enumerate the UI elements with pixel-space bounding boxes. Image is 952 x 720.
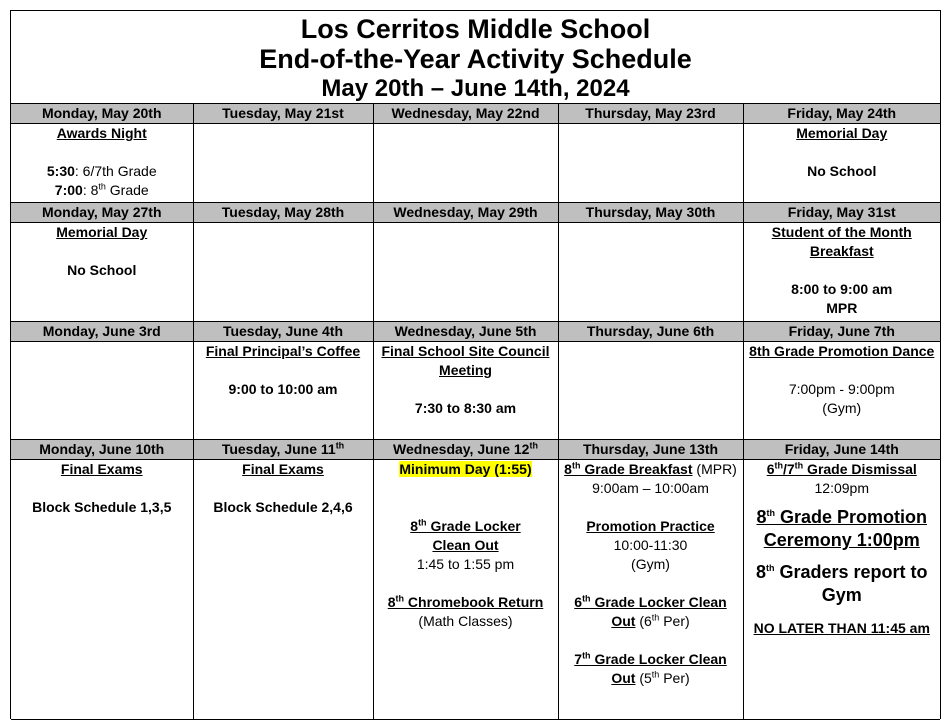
event-title: Out (6th Per)	[611, 612, 690, 629]
event-time: 8:00 to 9:00 am	[791, 281, 893, 297]
event-time: 12:09pm	[814, 480, 869, 496]
event-title: 8th Grade Promotion Dance	[749, 343, 935, 359]
week-header-row	[11, 203, 940, 223]
event-title: 8th Chromebook Return	[387, 593, 544, 610]
event-note: Block Schedule 2,4,6	[213, 499, 353, 515]
event-title: 8th Grade Breakfast (MPR)	[564, 460, 737, 477]
day-header: Monday, May 27th	[11, 203, 193, 223]
event-place: (Gym)	[822, 400, 862, 416]
event-note: Block Schedule 1,3,5	[32, 499, 172, 515]
day-header: Tuesday, June 4th	[193, 322, 373, 342]
day-cell	[373, 460, 558, 720]
day-header: Tuesday, June 11th	[193, 440, 373, 460]
day-cell	[743, 342, 940, 440]
day-cell	[193, 460, 373, 720]
event-title: 6th Grade Locker Clean	[574, 593, 727, 610]
day-header: Tuesday, May 21st	[193, 104, 373, 124]
event-title: 6th/7th Grade Dismissal	[766, 460, 917, 477]
event-title: Memorial Day	[796, 125, 888, 141]
event-title: Promotion Practice	[586, 518, 715, 534]
day-header: Friday, May 31st	[743, 203, 940, 223]
event-time: 10:00-11:30	[613, 537, 688, 553]
day-header: Tuesday, May 28th	[193, 203, 373, 223]
event-note: No School	[67, 262, 137, 278]
day-header: Monday, May 20th	[11, 104, 193, 124]
week-body-row	[11, 342, 940, 440]
day-cell	[11, 124, 193, 203]
week-header-row	[11, 322, 940, 342]
day-header: Thursday, May 23rd	[558, 104, 743, 124]
event-time: 1:45 to 1:55 pm	[416, 556, 515, 572]
day-header: Wednesday, May 22nd	[373, 104, 558, 124]
schedule-sheet	[10, 10, 941, 719]
day-header: Monday, June 10th	[11, 440, 193, 460]
event-title: Clean Out	[432, 537, 499, 553]
day-cell	[193, 124, 373, 203]
date-range: May 20th – June 14th, 2024	[321, 75, 630, 102]
day-header: Thursday, June 6th	[558, 322, 743, 342]
day-cell	[558, 342, 743, 440]
day-cell	[373, 124, 558, 203]
event-title: Ceremony 1:00pm	[763, 530, 920, 550]
event-note: Gym	[821, 585, 862, 605]
event-title: Student of the Month	[771, 224, 912, 240]
event-note: (Math Classes)	[418, 613, 513, 629]
event-title: Breakfast	[809, 243, 874, 259]
event-title: Final School Site Council	[381, 343, 550, 359]
event-time: 9:00 to 10:00 am	[228, 381, 338, 397]
day-header: Friday, May 24th	[743, 104, 940, 124]
day-cell	[11, 460, 193, 720]
day-cell	[373, 223, 558, 322]
event-title: 7th Grade Locker Clean	[574, 650, 727, 667]
day-cell	[743, 223, 940, 322]
schedule-table	[11, 104, 940, 720]
day-cell	[558, 124, 743, 203]
event-title: Memorial Day	[56, 224, 148, 240]
minimum-day-highlight: Minimum Day (1:55)	[399, 461, 532, 477]
week-body-row	[11, 223, 940, 322]
event-time: 5:30: 6/7th Grade	[46, 163, 157, 179]
event-title: Out (5th Per)	[611, 669, 690, 686]
title-block	[11, 11, 940, 104]
day-header: Thursday, May 30th	[558, 203, 743, 223]
day-cell	[558, 460, 743, 720]
event-deadline: NO LATER THAN 11:45 am	[753, 620, 930, 636]
day-header: Friday, June 14th	[743, 440, 940, 460]
day-header: Wednesday, May 29th	[373, 203, 558, 223]
day-cell	[743, 124, 940, 203]
event-time: 9:00am – 10:00am	[592, 480, 709, 496]
event-time: 7:30 to 8:30 am	[414, 400, 517, 416]
day-cell	[743, 460, 940, 720]
day-cell	[558, 223, 743, 322]
day-header: Thursday, June 13th	[558, 440, 743, 460]
day-cell	[193, 223, 373, 322]
event-place: MPR	[826, 300, 858, 316]
day-header: Wednesday, June 12th	[373, 440, 558, 460]
event-title: 8th Grade Locker	[410, 517, 521, 534]
event-title: Final Exams	[242, 461, 324, 477]
day-cell	[11, 342, 193, 440]
event-note: No School	[807, 163, 877, 179]
event-title: 8th Grade Promotion	[756, 507, 928, 527]
day-header: Wednesday, June 5th	[373, 322, 558, 342]
event-title: Meeting	[439, 362, 492, 378]
day-header: Monday, June 3rd	[11, 322, 193, 342]
day-cell	[193, 342, 373, 440]
event-time: 7:00pm - 9:00pm	[788, 381, 895, 397]
event-title: Final Exams	[60, 461, 143, 477]
event-time: 7:00: 8th Grade	[54, 181, 149, 198]
event-place: (Gym)	[631, 556, 670, 572]
week-body-row	[11, 124, 940, 203]
week-header-row	[11, 440, 940, 460]
event-note: 8th Graders report to	[755, 562, 928, 582]
school-name: Los Cerritos Middle School	[300, 14, 651, 44]
event-title: Awards Night	[56, 125, 147, 141]
week-body-row	[11, 460, 940, 720]
schedule-title: End-of-the-Year Activity Schedule	[259, 44, 692, 74]
week-header-row	[11, 104, 940, 124]
event-title: Final Principal’s Coffee	[205, 343, 361, 359]
day-header: Friday, June 7th	[743, 322, 940, 342]
day-cell	[373, 342, 558, 440]
day-cell	[11, 223, 193, 322]
